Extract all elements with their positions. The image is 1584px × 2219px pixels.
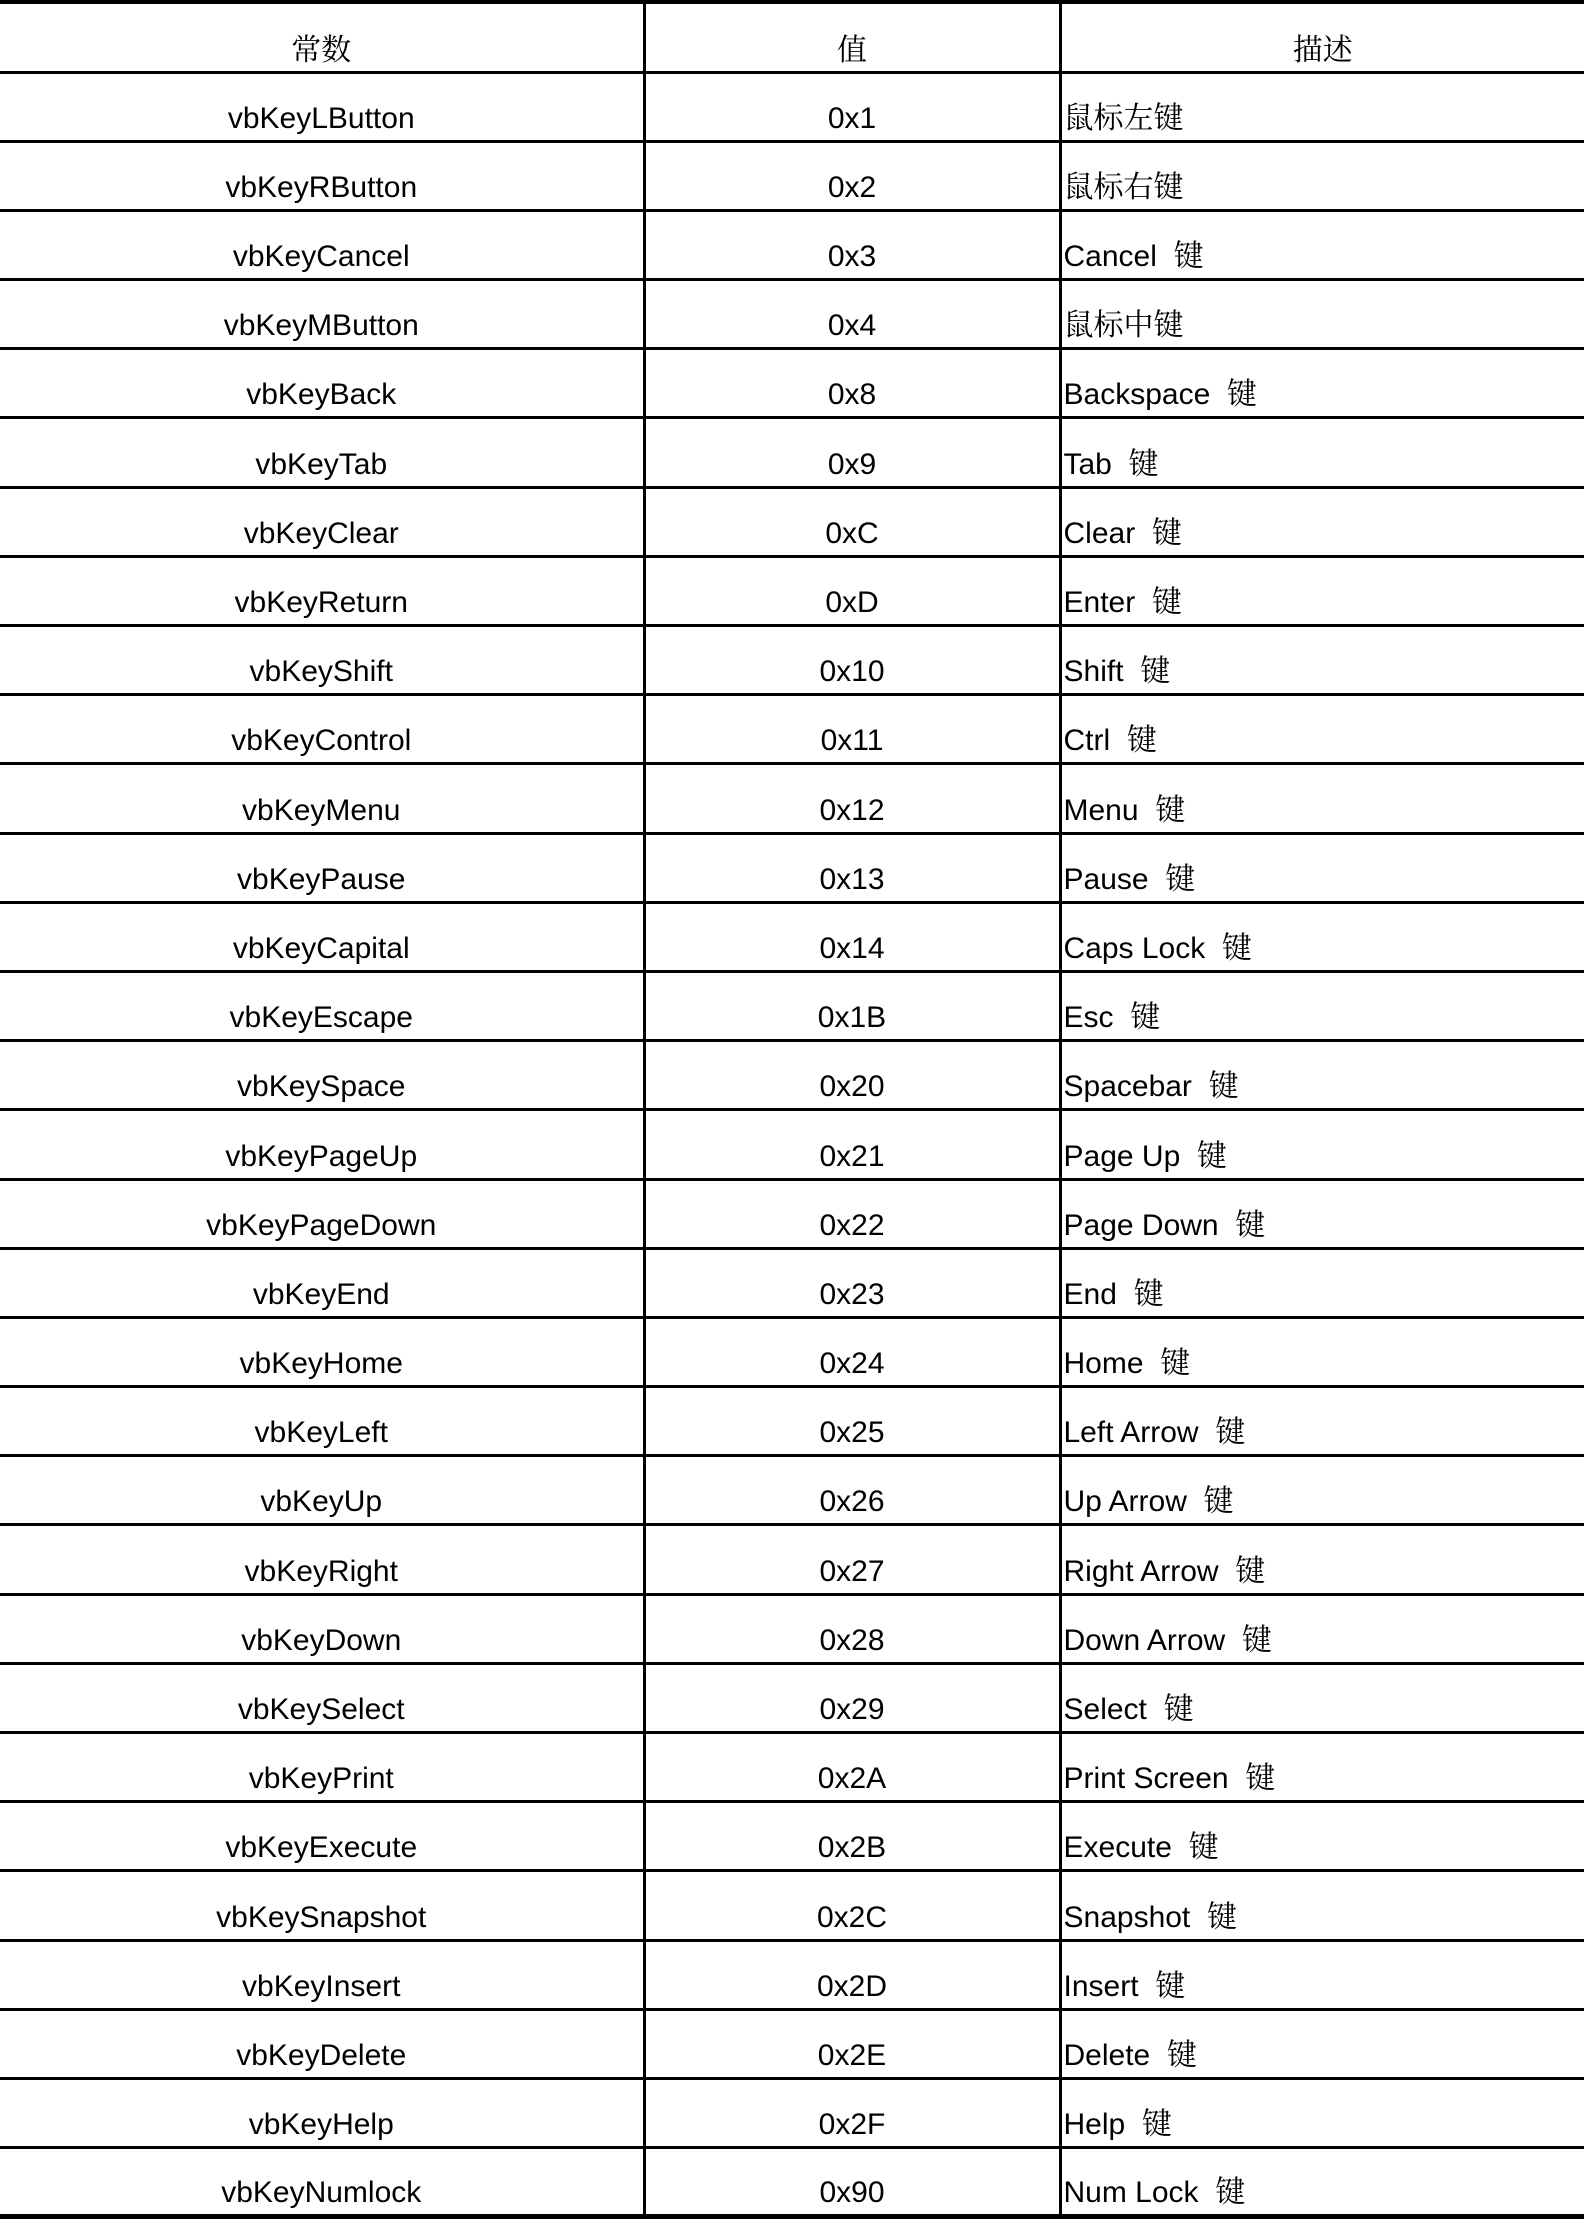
table-row	[0, 1456, 1584, 1525]
value-cell: 0x2E	[644, 2009, 1060, 2078]
description-cell	[1060, 1110, 1584, 1179]
value-cell: 0x9	[644, 418, 1060, 487]
description-chinese: 键	[1126, 723, 1157, 759]
description-chinese: 键	[1160, 1346, 1191, 1382]
constant-name-cell: vbKeyCapital	[0, 902, 644, 971]
description-cell	[1060, 556, 1584, 625]
table-row	[0, 141, 1584, 210]
description-chinese: 键	[1173, 239, 1204, 275]
constant-name-cell: vbKeyEnd	[0, 1248, 644, 1317]
constant-name-cell: vbKeyPause	[0, 833, 644, 902]
constant-name-cell: vbKeyPrint	[0, 1733, 644, 1802]
value-cell: 0x14	[644, 902, 1060, 971]
table-row	[0, 556, 1584, 625]
value-cell: 0x4	[644, 280, 1060, 349]
table-row	[0, 349, 1584, 418]
description-cell	[1060, 1594, 1584, 1663]
constant-name-cell: vbKeyRButton	[0, 141, 644, 210]
description-english: Enter	[1063, 586, 1136, 619]
description-chinese: 键	[1165, 861, 1196, 897]
description-cell	[1060, 210, 1584, 279]
table-row	[0, 833, 1584, 902]
constant-name-cell: vbKeyExecute	[0, 1802, 644, 1871]
description-english: Pause	[1063, 862, 1149, 896]
description-cell	[1060, 2148, 1584, 2217]
description-cell	[1060, 1456, 1584, 1525]
constant-name-cell: vbKeyBack	[0, 349, 644, 418]
description-cell	[1060, 1041, 1584, 1110]
constant-name-cell: vbKeyPageUp	[0, 1110, 644, 1179]
description-english: Page Up	[1063, 1139, 1181, 1173]
constant-name-cell: vbKeyHelp	[0, 2078, 644, 2147]
description-cell	[1060, 902, 1584, 971]
value-cell: 0x12	[644, 764, 1060, 833]
description-english: Home	[1063, 1347, 1144, 1381]
header-description	[1060, 2, 1584, 72]
description-cell	[1060, 2009, 1584, 2078]
description-english: Down Arrow	[1063, 1623, 1226, 1657]
table-row	[0, 1041, 1584, 1110]
description-english: Backspace	[1063, 378, 1211, 412]
value-cell: 0x2C	[644, 1871, 1060, 1940]
description-chinese: 键	[1141, 2107, 1172, 2143]
header-value-label: 值	[837, 32, 867, 68]
constant-name-cell: vbKeyLeft	[0, 1387, 644, 1456]
table-header-row	[0, 2, 1584, 72]
constant-name-cell: vbKeyEscape	[0, 971, 644, 1040]
description-english: End	[1063, 1277, 1117, 1311]
description-chinese: 键	[1221, 930, 1252, 966]
table-row	[0, 764, 1584, 833]
table-row	[0, 626, 1584, 695]
table-row	[0, 1733, 1584, 1802]
value-cell: 0x2F	[644, 2078, 1060, 2147]
description-cell	[1060, 626, 1584, 695]
description-chinese: 键	[1128, 446, 1159, 482]
value-cell: 0x21	[644, 1110, 1060, 1179]
value-cell: 0x24	[644, 1317, 1060, 1386]
constant-name-cell: vbKeyRight	[0, 1525, 644, 1594]
value-cell: 0x2D	[644, 1940, 1060, 2009]
value-cell: 0x10	[644, 626, 1060, 695]
description-chinese: 鼠标左键	[1063, 100, 1184, 136]
constant-name-cell: vbKeyNumlock	[0, 2148, 644, 2217]
description-chinese: 鼠标右键	[1063, 169, 1184, 205]
constant-name-cell: vbKeyDown	[0, 1594, 644, 1663]
description-english: Cancel	[1063, 240, 1157, 274]
value-cell: 0x27	[644, 1525, 1060, 1594]
description-cell	[1060, 695, 1584, 764]
table-row	[0, 487, 1584, 556]
table-row	[0, 280, 1584, 349]
description-cell	[1060, 1802, 1584, 1871]
description-chinese: 键	[1151, 585, 1182, 620]
value-cell: 0x11	[644, 695, 1060, 764]
description-cell	[1060, 141, 1584, 210]
description-cell	[1060, 971, 1584, 1040]
description-chinese: 键	[1166, 2037, 1197, 2073]
description-cell	[1060, 2078, 1584, 2147]
value-cell: 0x1B	[644, 971, 1060, 1040]
value-cell: 0x3	[644, 210, 1060, 279]
table-row	[0, 1317, 1584, 1386]
constant-name-cell: vbKeySpace	[0, 1041, 644, 1110]
value-cell: 0x29	[644, 1663, 1060, 1732]
description-chinese: 键	[1208, 1069, 1239, 1105]
table-row	[0, 1525, 1584, 1594]
description-cell	[1060, 1525, 1584, 1594]
constant-name-cell: vbKeyInsert	[0, 1940, 644, 2009]
description-cell	[1060, 1179, 1584, 1248]
table-row	[0, 902, 1584, 971]
description-chinese: 键	[1235, 1553, 1266, 1589]
constant-name-cell: vbKeyMenu	[0, 764, 644, 833]
constant-name-cell: vbKeyUp	[0, 1456, 644, 1525]
description-chinese: 键	[1235, 1207, 1266, 1243]
description-chinese: 键	[1226, 377, 1257, 413]
description-english: Up Arrow	[1063, 1485, 1187, 1519]
description-english: Shift	[1063, 655, 1124, 689]
description-english: Print Screen	[1063, 1762, 1229, 1796]
constant-name-cell: vbKeyDelete	[0, 2009, 644, 2078]
description-english: Select	[1063, 1693, 1147, 1726]
table-row	[0, 2078, 1584, 2147]
description-cell	[1060, 349, 1584, 418]
description-cell	[1060, 764, 1584, 833]
constant-name-cell: vbKeySnapshot	[0, 1871, 644, 1940]
table-row	[0, 2148, 1584, 2217]
description-english: Clear	[1063, 516, 1136, 550]
value-cell: 0x2	[644, 141, 1060, 210]
table-row	[0, 695, 1584, 764]
table-row	[0, 210, 1584, 279]
constant-name-cell: vbKeyControl	[0, 695, 644, 764]
description-cell	[1060, 418, 1584, 487]
table-row	[0, 1594, 1584, 1663]
description-cell	[1060, 833, 1584, 902]
constant-name-cell: vbKeyLButton	[0, 72, 644, 141]
table-row	[0, 971, 1584, 1040]
table-row	[0, 418, 1584, 487]
description-chinese: 键	[1188, 1830, 1219, 1866]
table-row	[0, 1387, 1584, 1456]
description-cell	[1060, 1248, 1584, 1317]
constant-name-cell: vbKeyClear	[0, 487, 644, 556]
description-cell	[1060, 1871, 1584, 1940]
value-cell: 0x26	[644, 1456, 1060, 1525]
description-english: Spacebar	[1063, 1070, 1192, 1104]
table-row	[0, 72, 1584, 141]
table-row	[0, 1179, 1584, 1248]
description-english: Insert	[1063, 1969, 1139, 2003]
table-row	[0, 1802, 1584, 1871]
description-cell	[1060, 280, 1584, 349]
table-row	[0, 1110, 1584, 1179]
description-cell	[1060, 1733, 1584, 1802]
table-row	[0, 1663, 1584, 1732]
constant-name-cell: vbKeyMButton	[0, 280, 644, 349]
description-chinese: 键	[1133, 1276, 1164, 1312]
description-english: Delete	[1063, 2038, 1151, 2072]
description-english: Num Lock	[1063, 2176, 1199, 2210]
value-cell: 0xD	[644, 556, 1060, 625]
description-cell	[1060, 1940, 1584, 2009]
description-cell	[1060, 1663, 1584, 1732]
description-chinese: 键	[1151, 515, 1182, 551]
constant-name-cell: vbKeyCancel	[0, 210, 644, 279]
description-chinese: 键	[1215, 2175, 1246, 2211]
description-chinese: 键	[1130, 1000, 1161, 1036]
value-cell: 0x1	[644, 72, 1060, 141]
table-row	[0, 1940, 1584, 2009]
description-chinese: 键	[1196, 1138, 1227, 1174]
description-chinese: 鼠标中键	[1063, 308, 1184, 344]
description-cell	[1060, 487, 1584, 556]
description-chinese: 键	[1241, 1622, 1272, 1658]
header-value	[644, 2, 1060, 72]
table-row	[0, 2009, 1584, 2078]
description-english: Ctrl	[1063, 724, 1111, 758]
description-chinese: 键	[1140, 654, 1171, 690]
description-cell	[1060, 1387, 1584, 1456]
constant-name-cell: vbKeyReturn	[0, 556, 644, 625]
description-english: Tab	[1063, 447, 1112, 481]
table-body	[0, 72, 1584, 2217]
value-cell: 0x8	[644, 349, 1060, 418]
description-english: Menu	[1063, 793, 1139, 827]
description-english: Help	[1063, 2108, 1126, 2142]
header-constant	[0, 2, 644, 72]
constant-name-cell: vbKeyTab	[0, 418, 644, 487]
constant-name-cell: vbKeyHome	[0, 1317, 644, 1386]
constant-name-cell: vbKeyPageDown	[0, 1179, 644, 1248]
value-cell: 0x20	[644, 1041, 1060, 1110]
value-cell: 0x90	[644, 2148, 1060, 2217]
description-chinese: 键	[1245, 1761, 1276, 1797]
table-row	[0, 1871, 1584, 1940]
value-cell: 0x25	[644, 1387, 1060, 1456]
table-row	[0, 1248, 1584, 1317]
description-english: Right Arrow	[1063, 1554, 1219, 1588]
description-chinese: 键	[1215, 1415, 1246, 1451]
description-chinese: 键	[1163, 1692, 1194, 1727]
value-cell: 0x23	[644, 1248, 1060, 1317]
value-cell: 0xC	[644, 487, 1060, 556]
description-cell	[1060, 1317, 1584, 1386]
description-english: Page Down	[1063, 1208, 1219, 1242]
description-chinese: 键	[1155, 792, 1186, 828]
description-english: Execute	[1063, 1831, 1172, 1865]
value-cell: 0x2B	[644, 1802, 1060, 1871]
constant-name-cell: vbKeySelect	[0, 1663, 644, 1732]
description-english: Caps Lock	[1063, 931, 1206, 965]
description-chinese: 键	[1206, 1899, 1237, 1935]
value-cell: 0x13	[644, 833, 1060, 902]
description-chinese: 键	[1155, 1968, 1186, 2004]
value-cell: 0x2A	[644, 1733, 1060, 1802]
description-english: Left Arrow	[1063, 1416, 1199, 1450]
header-constant-label: 常数	[291, 32, 352, 68]
description-cell	[1060, 72, 1584, 141]
constant-name-cell: vbKeyShift	[0, 626, 644, 695]
description-english: Esc	[1063, 1001, 1114, 1035]
header-description-label: 描述	[1292, 32, 1353, 68]
description-english: Snapshot	[1063, 1900, 1191, 1934]
value-cell: 0x28	[644, 1594, 1060, 1663]
value-cell: 0x22	[644, 1179, 1060, 1248]
description-chinese: 键	[1203, 1484, 1234, 1520]
